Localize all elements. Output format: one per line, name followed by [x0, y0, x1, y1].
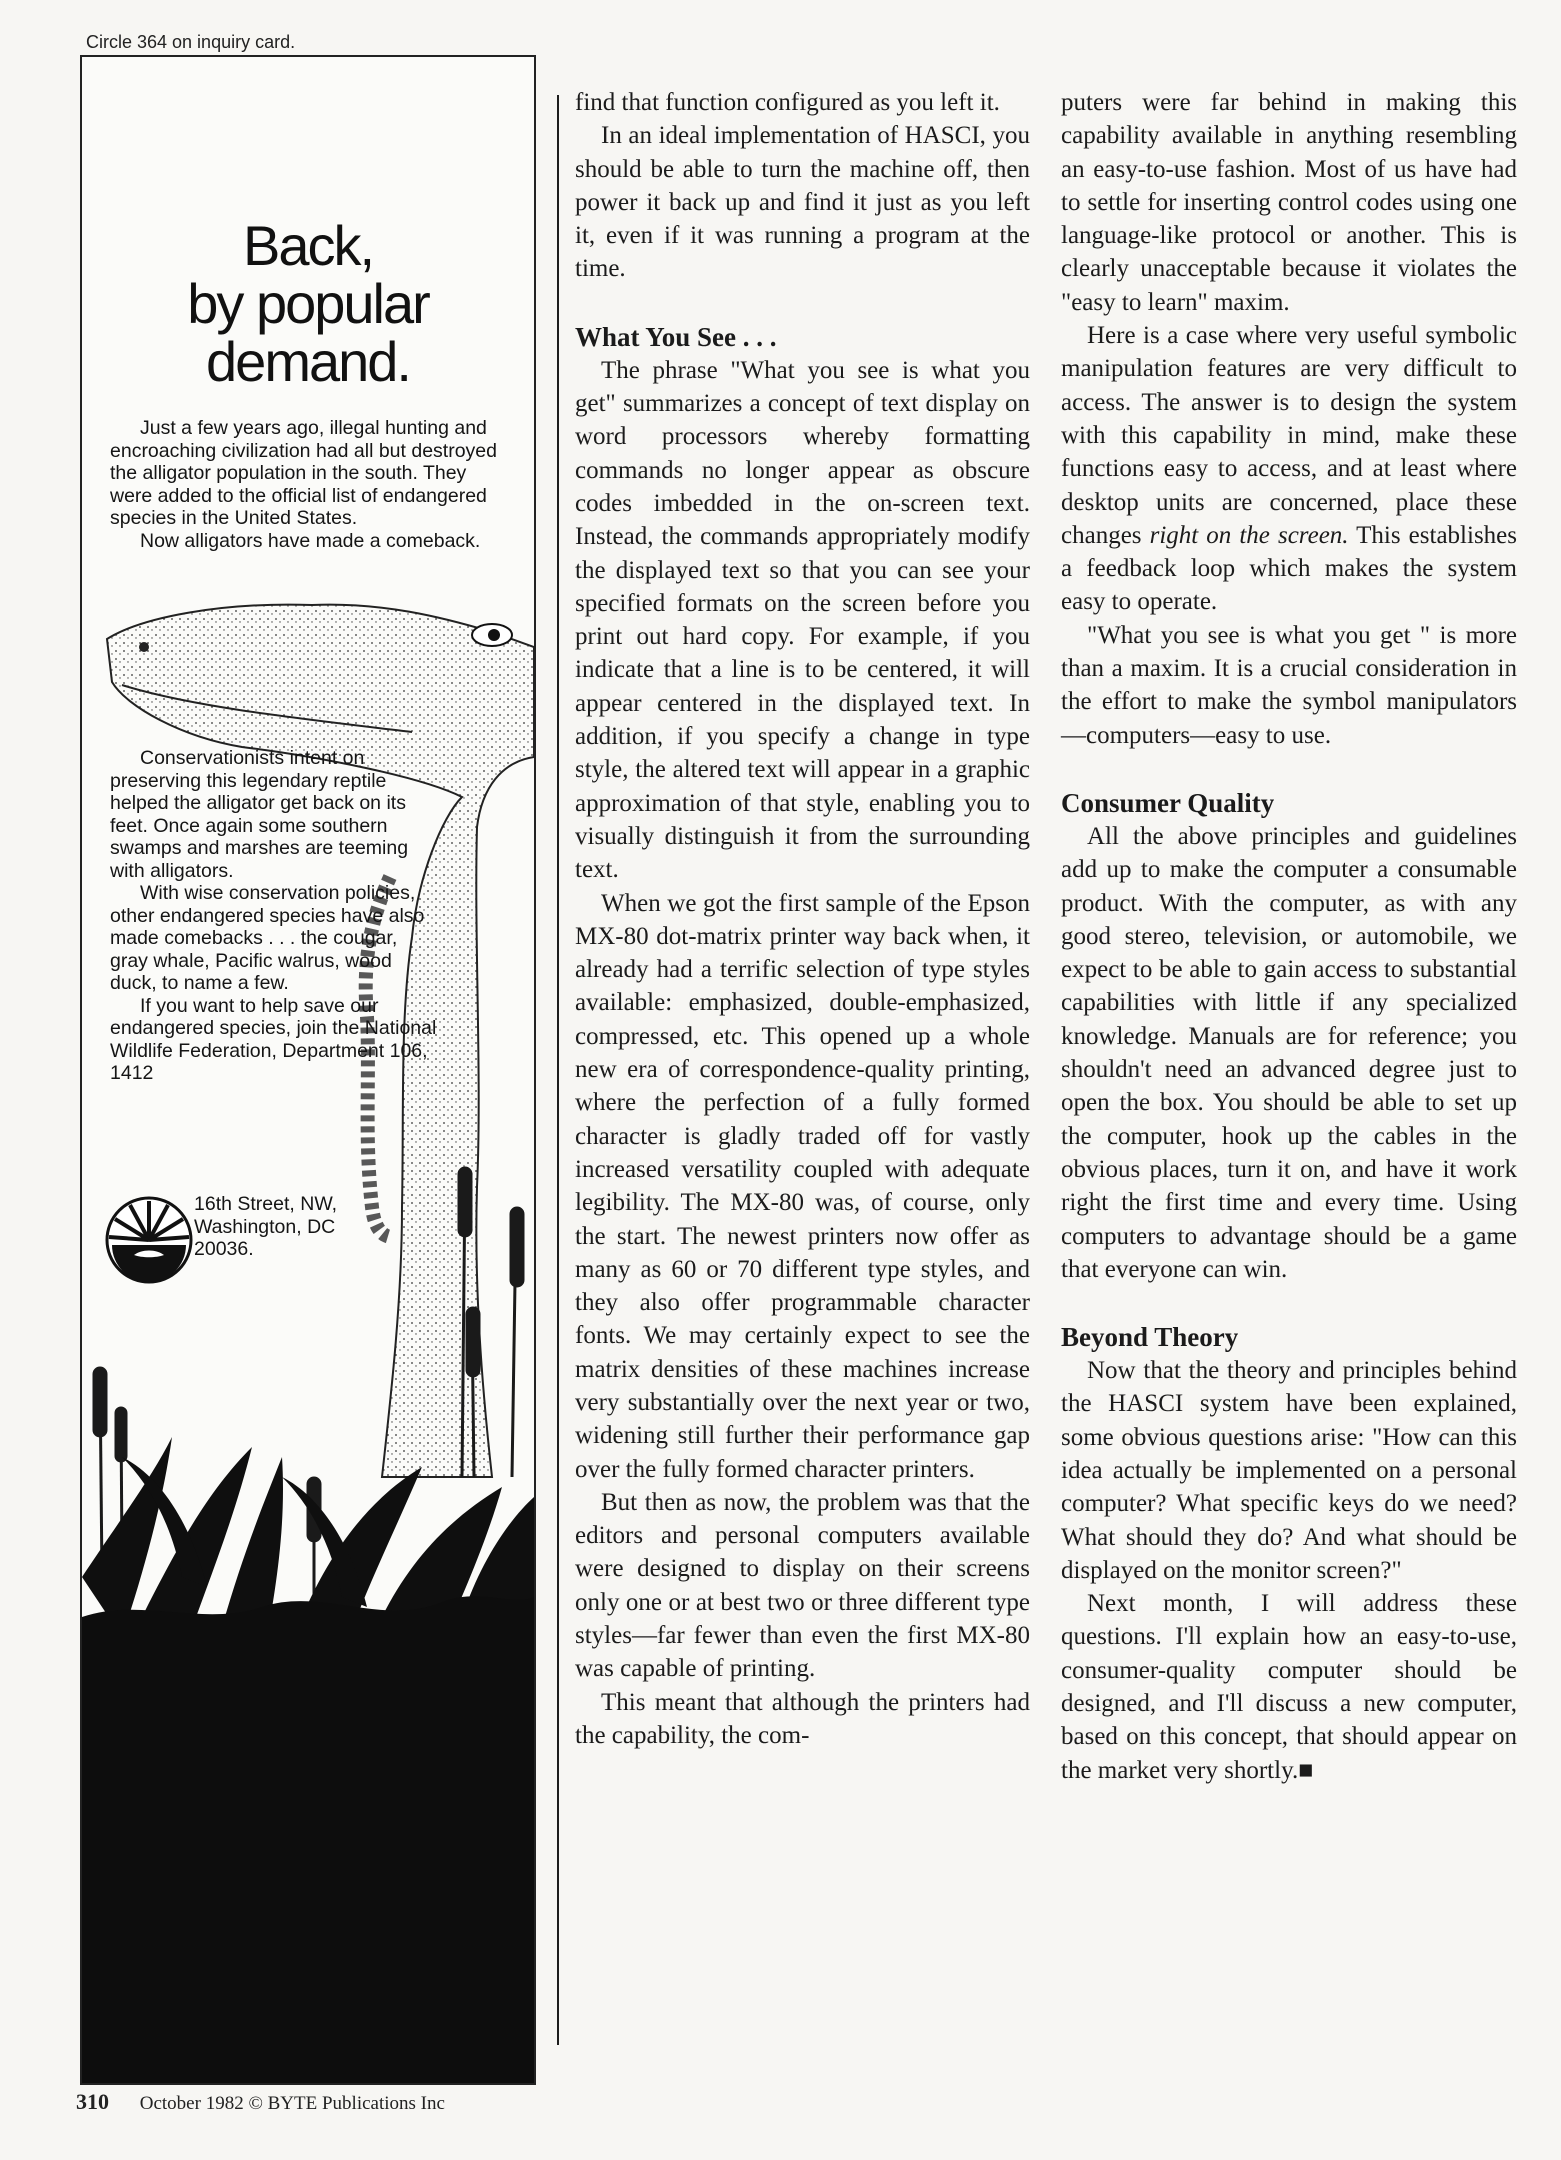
column-divider: [557, 95, 559, 2045]
ad-paragraph: Just a few years ago, illegal hunting and encroaching civilization had all but destroyed the alligator population in the south. They were added to the official list of endangered species in the United States.: [110, 417, 497, 529]
page-footer: [76, 2089, 445, 2115]
text-run: This establishes a feedback loop which makes the system easy to operate.: [1061, 521, 1517, 616]
end-mark-icon: ■: [1298, 1756, 1314, 1784]
ad-headline: [82, 214, 534, 393]
article-paragraph: In an ideal implementation of HASCI, you should be able to turn the machine off, then power it back up and find it just as you left it, even if it was running a program at the time.: [575, 122, 1030, 283]
address-line: 16th Street, NW,: [194, 1193, 338, 1215]
advertisement: [80, 55, 536, 2085]
article-paragraph: find that function configured as you left it.: [575, 89, 1000, 116]
article-paragraph: This meant that although the printers had the capability, the com-: [575, 1688, 1030, 1749]
emphasis-text: right on the screen.: [1149, 521, 1349, 549]
article-paragraph: The phrase "What you see is what you get" summarizes a concept of text display on word processors whereby formatting commands no longer appear as obscure codes imbedded in the on-screen text. Instead, the commands appropriately modify the displayed text so that you can see your specified formats on the screen before you print out hard copy. For example, if you indicate that a line is to be centered, it will appear centered in the displayed text. In addition, if you specify a change in type style, the altered text will appear in a graphic approximation of that style, enabling you to visually distinguish it from the surrounding text.: [575, 356, 1030, 884]
article-paragraph: All the above principles and guidelines add up to make the computer a consumable product. With the computer, as with any good stereo, television, or automobile, we expect to be able to gain access to substantial capabilities with little if any specialized knowledge. Manuals are for reference; you shouldn't need an advanced degree just to open the box. You should be able to set up the computer, hook up the cables in the obvious places, turn it on, and have it work right the first time and every time. Using computers to advantage should be a game that everyone can win.: [1061, 822, 1517, 1283]
article-paragraph: But then as now, the problem was that the editors and personal computers available were designed to display on their screens only one or at best two or three different type styles—far fewer than even the first MX-80 was capable of printing.: [575, 1488, 1030, 1683]
address-line: 20036.: [194, 1238, 254, 1260]
text-run: Next month, I will address these questions. I'll explain how an easy-to-use, consumer-quality computer should be designed, and I'll discuss a new computer, based on this concept, that should appear on the market very shortly.: [1061, 1590, 1517, 1784]
ad-headline-line: demand.: [206, 330, 410, 393]
ad-intro-copy: [110, 417, 510, 552]
issue-credit: October 1982 © BYTE Publications Inc: [139, 2093, 445, 2114]
section-heading: Beyond Theory: [1061, 1322, 1239, 1353]
ad-paragraph: If you want to help save our endangered species, join the National Wildlife Federation, Department 106, 1412: [110, 994, 437, 1084]
article-paragraph: "What you see is what you get " is more than a maxim. It is a crucial consideration in the effort to make the symbol manipulators—computers—easy to use.: [1061, 621, 1517, 749]
article-paragraph: When we got the first sample of the Epson MX-80 dot-matrix printer way back when, it already had a terrific selection of type styles available: emphasized, double-emphasized, compressed, etc. This opened up a whole new era of correspondence-quality printing, where the perfection of a fully formed character is gladly traded off for vastly increased versatility coupled with adequate legibility. The MX-80 was, of course, only the start. The newest printers now offer as many as 60 or 70 different type styles, and they also offer programmable character fonts. We may certainly expect to see the matrix densities of these machines increase very substantially over the next year or two, widening still further their performance gap over the fully formed character printers.: [575, 889, 1030, 1483]
text-run: Here is a case where very useful symbolic manipulation features are very difficult to access. The answer is to design the system with this capability in mind, make these functions easy to access, and at least where desktop units are concerned, place these changes: [1061, 322, 1517, 549]
article-paragraph: [1061, 1587, 1517, 1787]
ad-paragraph: Now alligators have made a comeback.: [140, 529, 481, 552]
ad-body-copy: [110, 747, 440, 1085]
page-number: 310: [76, 2089, 109, 2114]
section-heading: Consumer Quality: [1061, 787, 1275, 818]
section-heading: What You See . . .: [575, 321, 777, 352]
national-wildlife-federation-logo: [104, 1195, 194, 1285]
ad-headline-line: by popular: [187, 272, 429, 335]
article-column-left: [575, 86, 1030, 1752]
ad-address: [194, 1193, 394, 1261]
ad-paragraph: With wise conservation policies, other endangered species have also made comebacks . . . the cougar, gray whale, Pacific walrus, wood duck, to name a few.: [110, 882, 425, 994]
ad-paragraph: Conservationists intent on preserving this legendary reptile helped the alligator get back on its feet. Once again some southern swamps and marshes are teeming with alligators.: [110, 747, 409, 882]
article-paragraph: puters were far behind in making this capability available in anything resembling an easy-to-use fashion. Most of us have had to settle for inserting control codes using one language-like protocol or another. This is clearly unacceptable because it violates the "easy to learn" maxim.: [1061, 89, 1517, 316]
article-column-right: [1061, 86, 1517, 1787]
address-line: Washington, DC: [194, 1215, 336, 1238]
inquiry-note: Circle 364 on inquiry card.: [86, 32, 296, 52]
article-paragraph: Now that the theory and principles behind the HASCI system have been explained, some obvious questions arise: "How can this idea actually be implemented on a personal computer? What specific keys do we need? What should they do? And what should be displayed on the monitor screen?": [1061, 1357, 1517, 1584]
ad-headline-line: Back,: [242, 214, 374, 277]
article-paragraph: [1061, 319, 1517, 619]
